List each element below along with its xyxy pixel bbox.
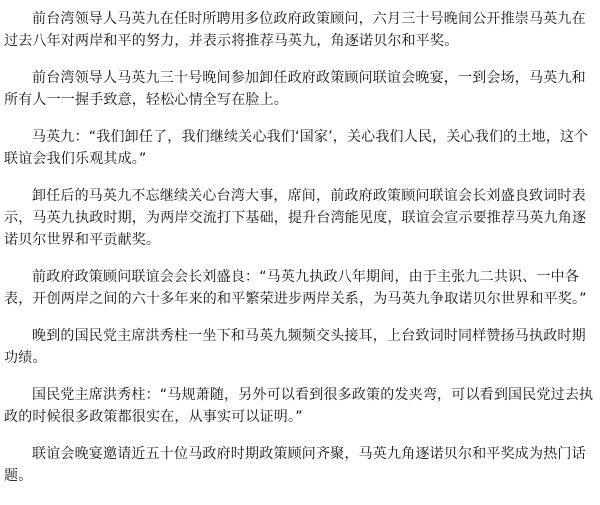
paragraph-5: 前政府政策顾问联谊会会长刘盛良：“马英九执政八年期间，由于主张九二共识、一中各表，开创两岸之间的六十多年来的和平繁荣进步两岸关系，为马英九争取诺贝尔世界和平奖。” (4, 269, 587, 307)
paragraph-2: 前台湾领导人马英九三十号晚间参加卸任政府政策顾问联谊会晚宴，一到会场，马英九和所有人一一握手致意，轻松心情全写在脸上。 (4, 70, 586, 108)
paragraph-7: 国民党主席洪秀柱：“马规萧随，另外可以看到很多政策的发夹弯，可以看到国民党过去执政的时候很多政策都很实在，从事实可以证明。” (4, 387, 594, 425)
paragraph-4: 卸任后的马英九不忘继续关心台湾大事，席间，前政府政策顾问联谊会长刘盛良致词时表示，马英九执政时期，为两岸交流打下基础，提升台湾能见度，联谊会宣示要推荐马英九角逐诺贝尔世界和平贡献奖。 (4, 188, 587, 248)
paragraph-8: 联谊会晚宴邀请近五十位马政府时期政策顾问齐聚，马英九角逐诺贝尔和平奖成为热门话题。 (4, 446, 586, 484)
article-body (4, 8, 594, 502)
paragraph-3: 马英九：“我们卸任了，我们继续关心我们‘国家’，关心我们人民，关心我们的土地，这个联谊会我们乐观其成。” (4, 129, 589, 167)
paragraph-6: 晚到的国民党主席洪秀柱一坐下和马英九频频交头接耳，上台致词时同样赞扬马执政时期功绩。 (4, 328, 586, 366)
paragraph-1: 前台湾领导人马英九在任时所聘用多位政府政策顾问，六月三十号晚间公开推崇马英九在过去八年对两岸和平的努力，并表示将推荐马英九，角逐诺贝尔和平奖。 (4, 11, 586, 49)
